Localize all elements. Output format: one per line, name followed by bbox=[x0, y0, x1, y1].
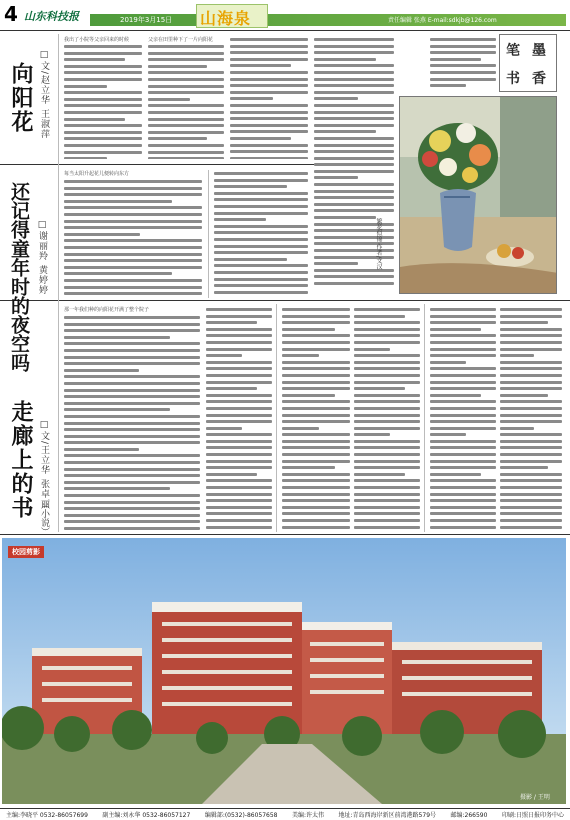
horizontal-rule bbox=[0, 534, 570, 535]
horizontal-rule bbox=[0, 300, 570, 301]
horizontal-rule bbox=[0, 30, 570, 31]
article-body bbox=[230, 36, 308, 159]
campus-photo-image bbox=[2, 538, 566, 804]
footer-reporter: 编辑部:(0532)-86057658 bbox=[204, 812, 278, 819]
badge-char: 书 bbox=[506, 71, 520, 87]
article-body bbox=[64, 43, 142, 159]
footer-art: 美编:许太伟 bbox=[292, 812, 325, 819]
article-body bbox=[148, 43, 224, 159]
badge-char: 笔 bbox=[506, 43, 520, 59]
painting-artwork bbox=[400, 97, 557, 294]
article-title: 向阳花 bbox=[8, 62, 34, 134]
article-author: □文/王立华 张卓丽 bbox=[39, 420, 49, 509]
article-text: 每当太阳升起花儿便转向东方 bbox=[64, 171, 130, 177]
column-divider bbox=[424, 304, 425, 532]
article-title: 还记得童年时的夜空吗 bbox=[8, 182, 30, 372]
footer-editor: 主编:李晓平 0532-86057699 bbox=[6, 812, 88, 819]
page-header bbox=[0, 0, 570, 30]
article-text: 父亲在田里种下了一片向阳花 bbox=[148, 37, 214, 43]
article-text: 我出了小院等父亲回来的时候 bbox=[64, 37, 130, 43]
article-title: 走廊上的书 bbox=[8, 400, 34, 520]
article-body bbox=[206, 306, 272, 530]
page-footer bbox=[0, 808, 570, 820]
paper-name: 山东科技报 bbox=[24, 10, 79, 23]
column-divider bbox=[208, 170, 209, 298]
still-life-painting bbox=[399, 96, 557, 294]
badge-char: 香 bbox=[532, 71, 546, 87]
article-body bbox=[354, 306, 420, 530]
article-author: □文/赵立华 王淑萍 bbox=[39, 50, 49, 139]
column-divider bbox=[276, 304, 277, 532]
article-body bbox=[500, 306, 562, 530]
article-body bbox=[214, 170, 308, 296]
footer-deputy: 副主编:刘永华 0532-86057127 bbox=[102, 812, 191, 819]
footer-printing: 印刷:日照日报印务中心 bbox=[501, 812, 564, 819]
column-divider bbox=[58, 34, 59, 532]
footer-address: 地址:青岛西海岸新区前湾港路579号 bbox=[338, 812, 437, 819]
article-body bbox=[282, 306, 350, 530]
page-number: 4 bbox=[4, 2, 18, 26]
photo-label: 校园剪影 bbox=[8, 546, 44, 558]
footer-postcode: 邮编:266590 bbox=[450, 812, 488, 819]
article-body bbox=[430, 36, 496, 92]
article-note: （小说） bbox=[39, 500, 49, 536]
badge-char: 墨 bbox=[532, 43, 546, 59]
campus-photo bbox=[2, 538, 566, 804]
issue-date: 2019年3月15日 bbox=[120, 16, 173, 24]
painting-caption: 繁花似锦 作者/文汉 bbox=[375, 218, 382, 270]
photo-credit: 摄影 / 王明 bbox=[520, 794, 550, 801]
article-body bbox=[64, 314, 200, 530]
editor-line: 责任编辑 张燕 E-mail:sdkjb@126.com bbox=[388, 17, 497, 24]
article-text: 那一年我们种的向阳花开满了整个院子 bbox=[64, 307, 150, 313]
article-body bbox=[430, 306, 496, 530]
section-title: 山海泉 bbox=[200, 9, 252, 28]
article-body bbox=[64, 178, 202, 296]
article-author: □谢丽羚 黄婷婷 bbox=[37, 220, 47, 295]
